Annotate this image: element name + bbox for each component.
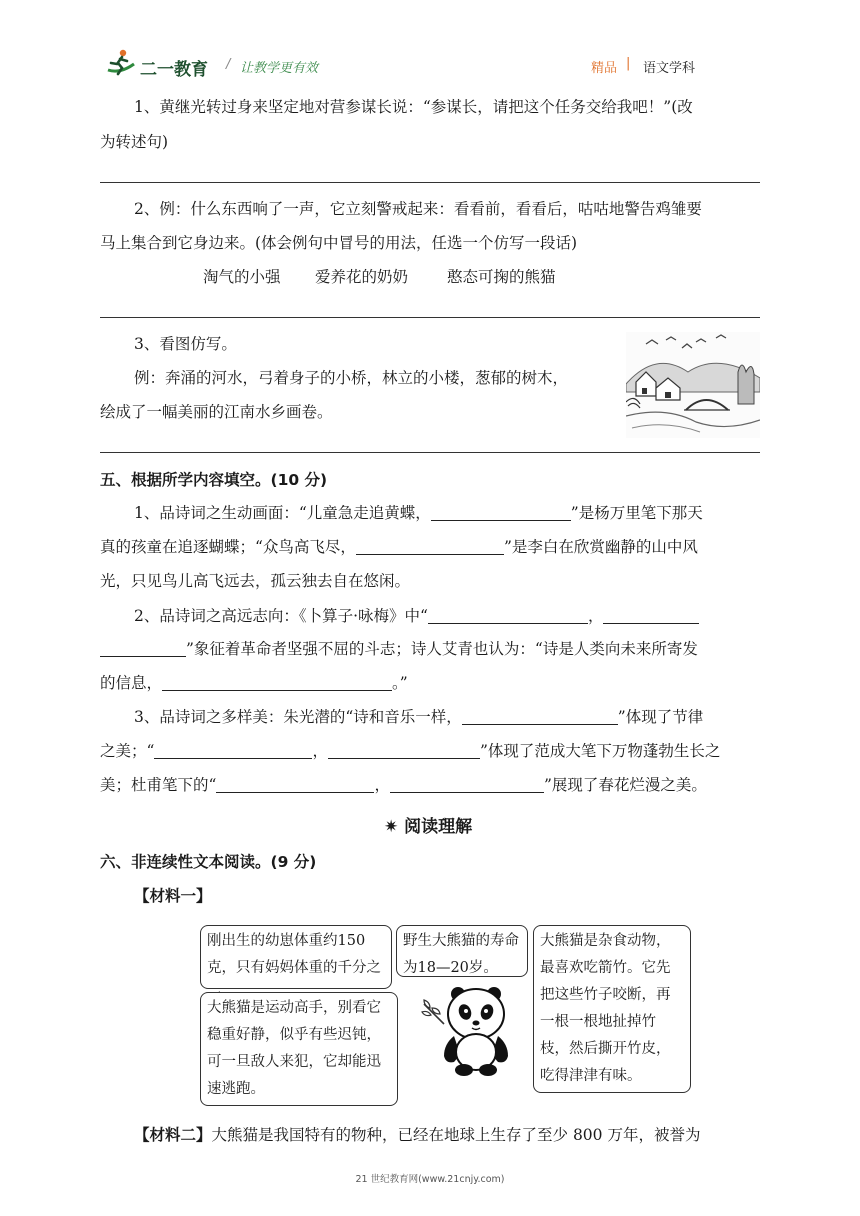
star-icon: ✷ <box>384 817 399 837</box>
s5-item3-d: ”体现了范成大笔下万物蓬勃生长之 <box>479 742 721 760</box>
q3-line3: 绘成了一幅美丽的江南水乡画卷。 <box>100 403 333 421</box>
s5-item2-a: 2、品诗词之高远志向：《卜算子·咏梅》中“ <box>134 607 428 625</box>
blank-10[interactable] <box>390 776 544 793</box>
s5-item2-b: ”象征着革命者坚强不屈的斗志；诗人艾青也认为：“诗是人类向未来所寄发 <box>186 640 698 658</box>
section6-heading: 六、非连续性文本阅读。(9 分) <box>100 853 317 871</box>
fact-box-lifespan: 野生大熊猫的寿命为18—20岁。 <box>396 925 528 977</box>
s5-item3-a: 3、品诗词之多样美：朱光潜的“诗和音乐一样， <box>134 708 462 726</box>
header-divider: | <box>626 56 631 71</box>
s5-item3-row1 <box>134 706 703 728</box>
answer-line-2[interactable] <box>100 317 760 318</box>
q1-line1: 1、黄继光转过身来坚定地对营参谋长说：“参谋长，请把这个任务交给我吧！”(改 <box>134 98 693 116</box>
s5-item1-d: ”是李白在欣赏幽静的山中风 <box>503 538 698 556</box>
s5-item1-row3: 光，只见鸟儿高飞远去，孤云独去自在悠闲。 <box>100 572 411 590</box>
subject-label: 语文学科 <box>643 61 696 76</box>
blank-8[interactable] <box>328 742 480 759</box>
s5-item2-row1 <box>134 605 699 627</box>
s5-item2-row3 <box>100 672 408 694</box>
header <box>0 0 860 90</box>
header-separator: / <box>226 57 231 72</box>
blank-1[interactable] <box>431 504 571 521</box>
q2-option-3: 憨态可掬的熊猫 <box>447 268 556 286</box>
q2-option-2: 爱养花的奶奶 <box>315 268 409 286</box>
q1-line2: 为转述句) <box>100 133 169 151</box>
blank-9[interactable] <box>216 776 374 793</box>
s5-item3-b: ”体现了节律 <box>617 708 704 726</box>
s5-item2-d: 。” <box>392 674 408 692</box>
s5-item3-f: ”展现了春花烂漫之美。 <box>543 776 707 794</box>
material2-text: 大熊猫是我国特有的物种，已经在地球上生存了至少 800 万年，被誉为 <box>211 1126 701 1144</box>
q3-line2: 例：奔涌的河水，弓着身子的小桥，林立的小楼，葱郁的树木， <box>134 369 569 387</box>
answer-line-1[interactable] <box>100 182 760 183</box>
s5-item3-row3 <box>100 774 707 796</box>
blank-6[interactable] <box>462 708 618 725</box>
s5-item3-c: 之美；“ <box>100 742 155 760</box>
blank-7[interactable] <box>154 742 312 759</box>
material2-label: 【材料二】 <box>134 1126 212 1144</box>
runner-logo-icon <box>104 48 138 78</box>
s5-item3-comma: ， <box>312 742 328 760</box>
fact-box-agility: 大熊猫是运动高手，别看它稳重好静，似乎有些迟钝，可一旦敌人来犯，它却能迅速逃跑。 <box>200 992 398 1106</box>
footer-text: 21 世纪教育网(www.21cnjy.com) <box>355 1174 505 1185</box>
s5-item3-e: 美；杜甫笔下的“ <box>100 776 217 794</box>
q2-line1: 2、例：什么东西响了一声，它立刻警戒起来：看看前，看看后，咕咕地警告鸡雏要 <box>134 200 702 218</box>
fact-box-birth: 刚出生的幼崽体重约150克，只有妈妈体重的千分之 <box>200 925 392 989</box>
answer-line-3[interactable] <box>100 452 760 453</box>
s5-item1-c: 真的孩童在追逐蝴蝶；“众鸟高飞尽， <box>100 538 356 556</box>
blank-2[interactable] <box>356 538 504 555</box>
material1-label: 【材料一】 <box>134 887 212 905</box>
panda-icon <box>418 982 522 1078</box>
s5-item2-comma: ， <box>587 607 604 625</box>
s5-item1-a: 1、品诗词之生动画面：“儿童急走追黄蝶， <box>134 504 431 522</box>
blank-4a[interactable] <box>603 607 699 624</box>
fact-box-diet: 大熊猫是杂食动物，最喜欢吃箭竹。它先把这些竹子咬断，再一根一根地扯掉竹枝，然后撕开竹皮，吃得津津有味。 <box>533 925 691 1093</box>
blank-4b[interactable] <box>100 640 186 657</box>
header-slogan: 让教学更有效 <box>240 61 319 76</box>
logo-text: 二一教育 <box>140 60 208 80</box>
material2-row <box>134 1124 700 1146</box>
blank-3[interactable] <box>428 607 588 624</box>
section5-heading: 五、根据所学内容填空。(10 分) <box>100 471 328 489</box>
s5-item1-b: ”是杨万里笔下那天 <box>570 504 703 522</box>
blank-5[interactable] <box>162 674 392 691</box>
reading-title <box>384 812 472 837</box>
premium-tag: 精品 <box>591 61 618 76</box>
q2-option-1: 淘气的小强 <box>203 268 281 286</box>
q3-line1: 3、看图仿写。 <box>134 335 237 353</box>
s5-item3-row2 <box>100 740 720 762</box>
s5-item2-row2 <box>100 638 698 660</box>
q2-line2: 马上集合到它身边来。(体会例句中冒号的用法，任选一个仿写一段话) <box>100 234 578 252</box>
s5-item1-row1 <box>134 502 703 524</box>
reading-title-text: 阅读理解 <box>404 817 473 837</box>
s5-item3-comma2: ， <box>374 776 390 794</box>
s5-item1-row2 <box>100 536 698 558</box>
s5-item2-c: 的信息， <box>100 674 163 692</box>
village-illustration <box>626 332 760 438</box>
